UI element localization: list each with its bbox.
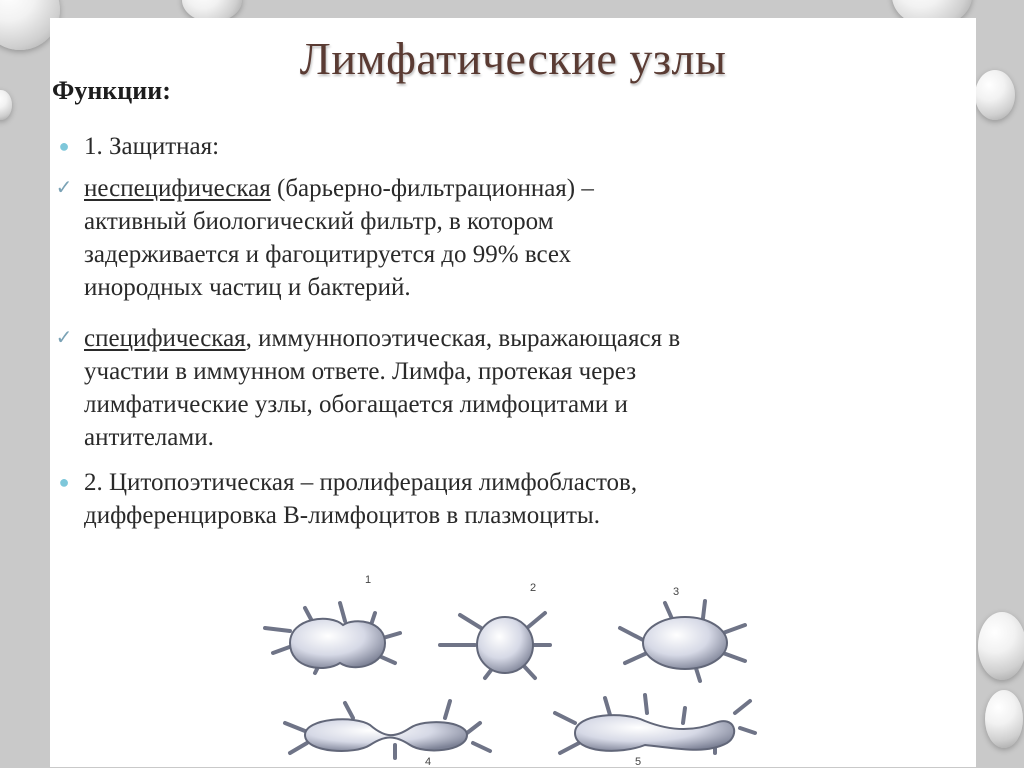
term-underlined: неспецифическая <box>84 175 271 202</box>
list-item-text: участии в иммунном ответе. Лимфа, протекая через <box>84 358 637 385</box>
list-item-text: 1. Защитная: <box>84 133 220 160</box>
figure-label: 3 <box>673 586 680 598</box>
decorative-bubble <box>978 612 1024 680</box>
figure-label: 5 <box>635 756 642 768</box>
slide <box>50 18 976 767</box>
figure-label: 1 <box>365 574 372 586</box>
term-underlined: специфическая <box>84 325 246 352</box>
list-item-text: дифференцировка В-лимфоцитов в плазмоциты. <box>84 502 600 529</box>
decorative-bubble <box>985 690 1023 748</box>
list-item-text: (барьерно-фильтрационная) – <box>270 175 594 202</box>
list-item-text: активный биологический фильтр, в котором <box>84 208 554 235</box>
figure-label: 2 <box>530 582 537 594</box>
checkmark-icon: ✓ <box>55 327 73 349</box>
decorative-bubble <box>0 90 12 120</box>
lymph-nodes-illustration <box>245 573 765 768</box>
checkmark-icon: ✓ <box>55 177 73 199</box>
section-heading: Функции: <box>52 76 171 105</box>
list-item-text: лимфатические узлы, обогащается лимфоцитами и <box>84 391 628 418</box>
decorative-bubble <box>975 70 1015 120</box>
list-item-text: инородных частиц и бактерий. <box>84 274 411 301</box>
list-item-text: , иммуннопоэтическая, выражающаяся в <box>245 325 681 352</box>
list-item-text: задерживается и фагоцитируется до 99% всех <box>84 241 572 268</box>
figure-label: 4 <box>425 756 432 768</box>
slide-title: Лимфатические узлы <box>299 33 727 84</box>
bullet-dot-icon: ● <box>58 136 70 156</box>
bullet-dot-icon: ● <box>58 472 70 492</box>
list-item-text: антителами. <box>84 424 214 451</box>
list-item-text: 2. Цитопоэтическая – пролиферация лимфобластов, <box>84 469 638 496</box>
